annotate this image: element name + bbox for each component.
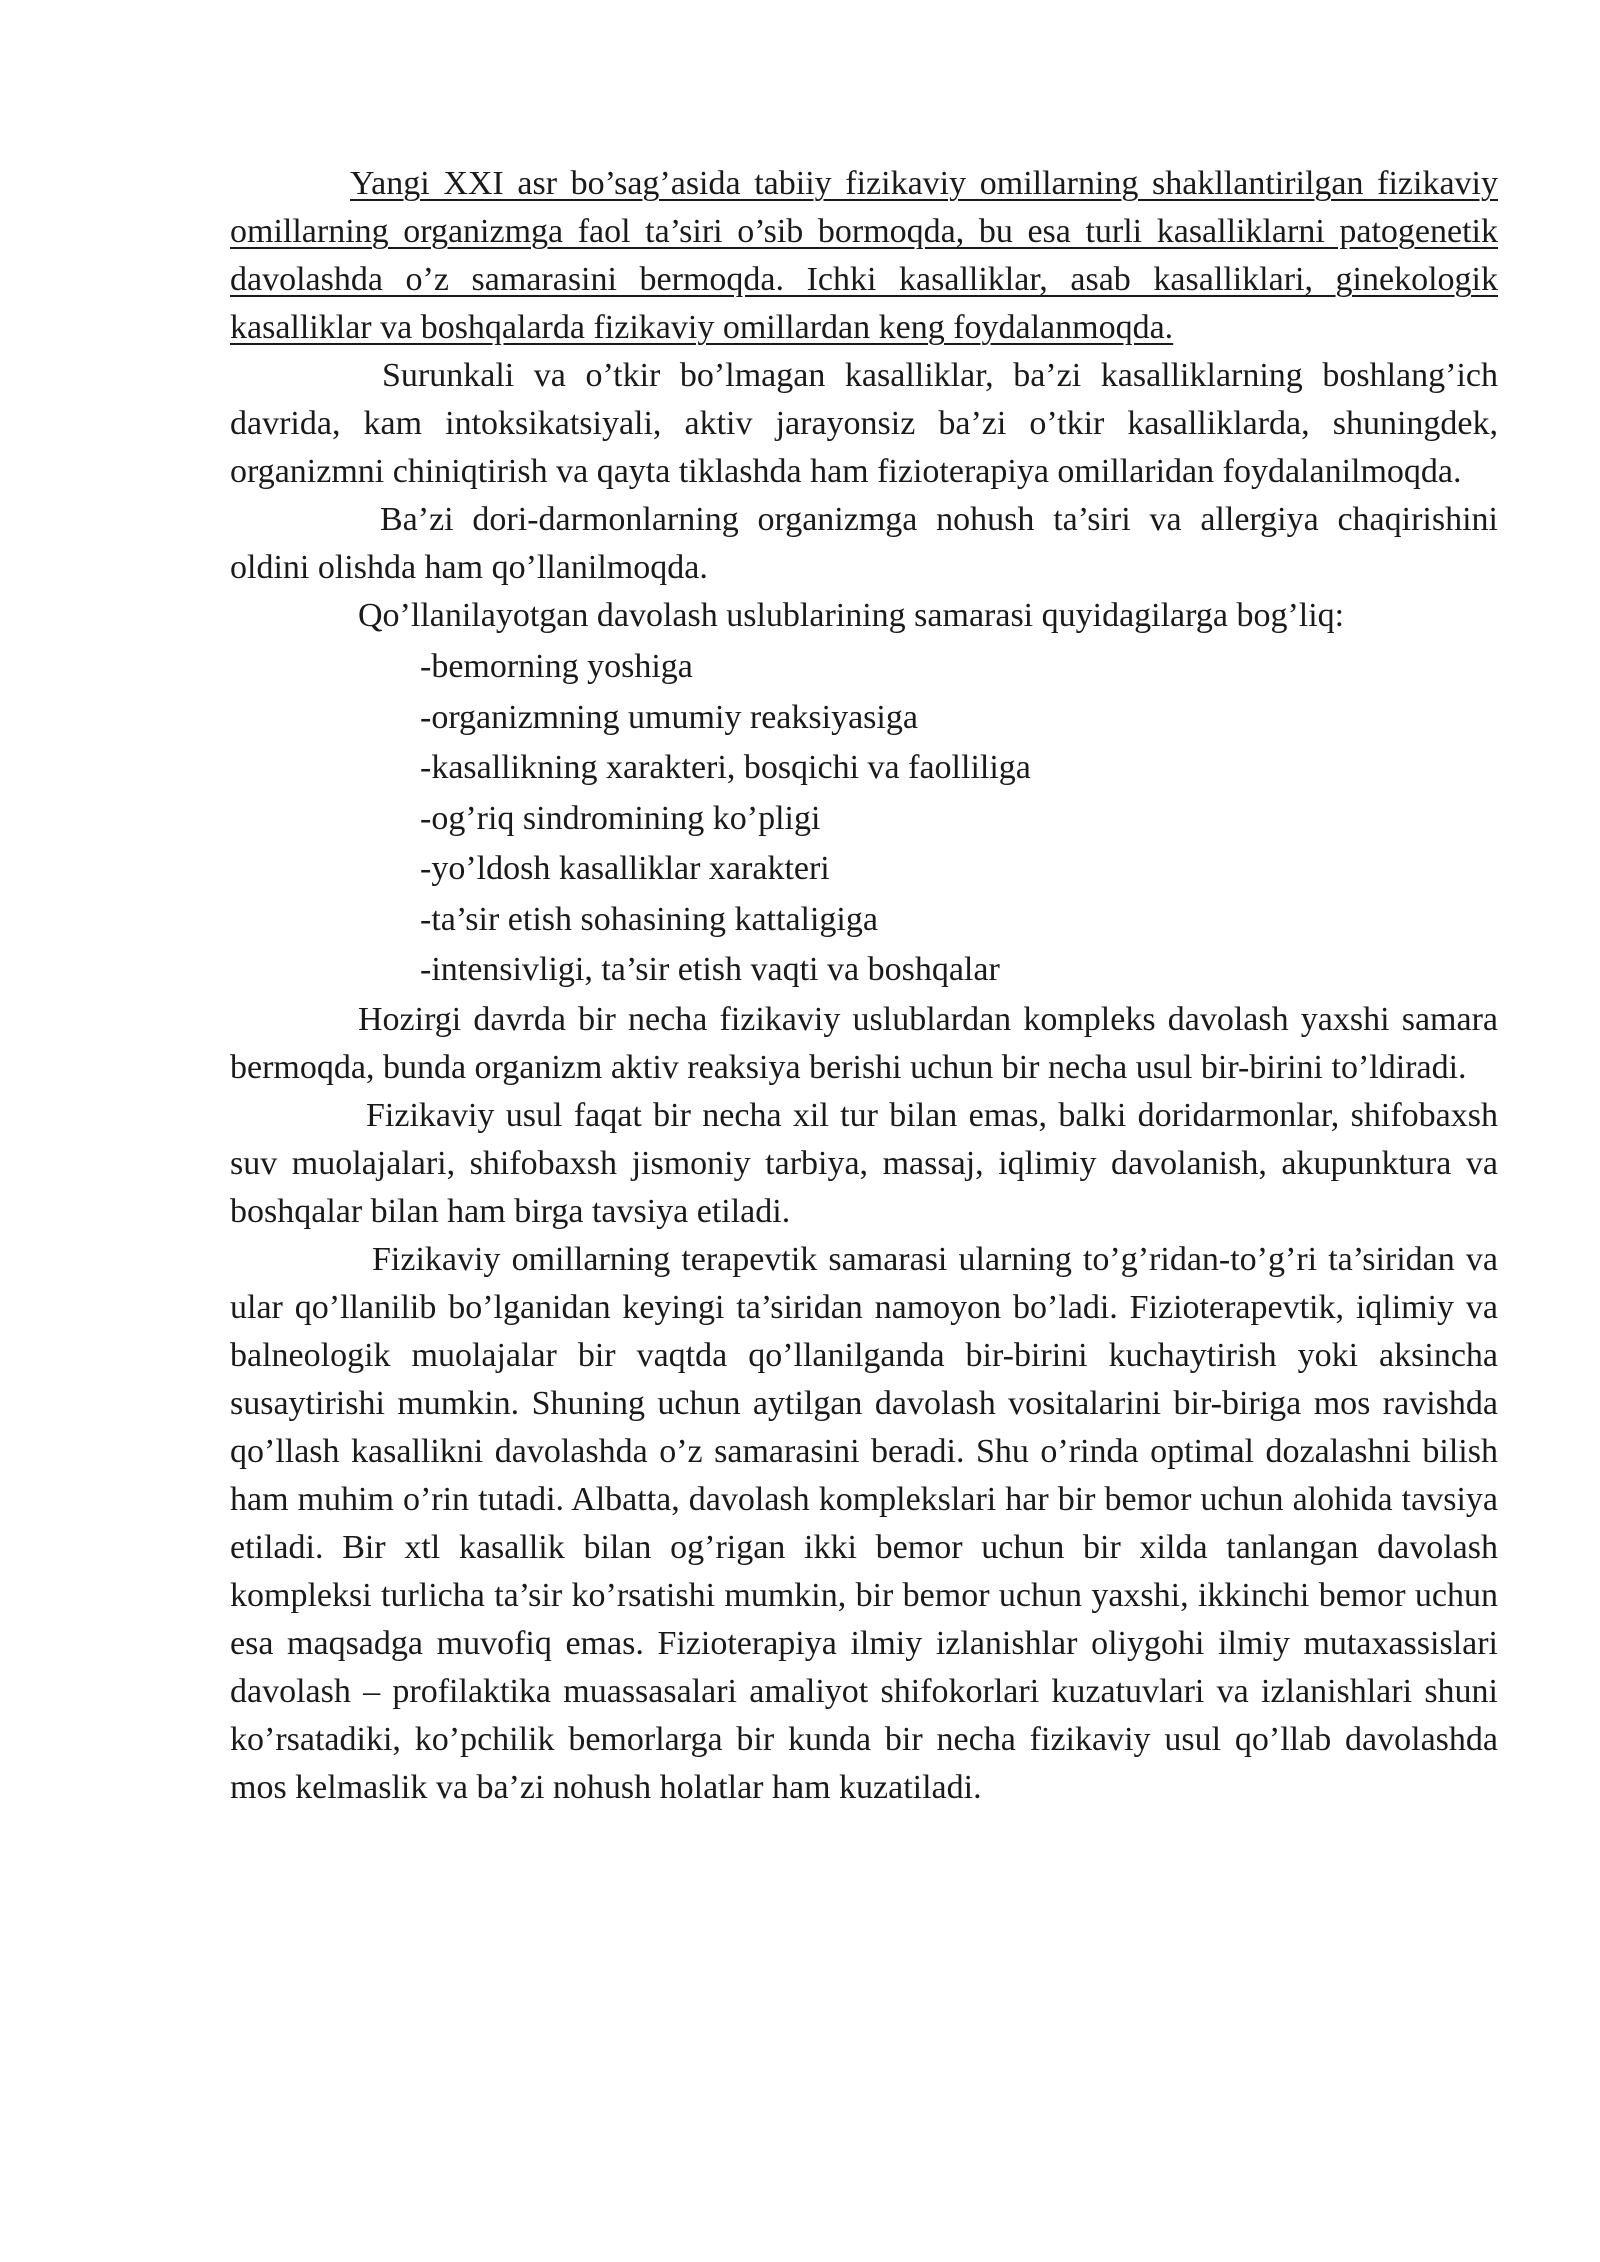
paragraph-intro-underlined: Yangi XXI asr bo’sag’asida tabiiy fizikaviy omillarning shakllantirilgan fizikaviy omillarning organizmga faol ta’siri o’sib bormoqda, bu esa turli kasalliklarni patogenetik davolashda o’z samarasini bermoqda. Ichki kasalliklar, asab kasalliklari, ginekologik kasalliklar va boshqalarda fizikaviy omillardan keng foydalanmoqda. xyxy=(230,165,1498,346)
list-item: -og’riq sindromining ko’pligi xyxy=(420,799,821,837)
paragraph-complex-treatment: Hozirgi davrda bir necha fizikaviy uslublardan kompleks davolash yaxshi samara bermoqda, bunda organizm aktiv reaksiya berishi uchun bir necha usul bir-birini to’ldiradi. xyxy=(230,1000,1498,1086)
list-intro: Qo’llanilayotgan davolash uslublarining samarasi quyidagilarga bog’liq: xyxy=(358,597,1345,634)
paragraph-physical-methods: Fizikaviy usul faqat bir necha xil tur bilan emas, balki doridarmonlar, shifobaxsh suv muolajalari, shifobaxsh jismoniy tarbiya, massaj, iqlimiy davolanish, akupunktura va boshqalar bilan ham birga tavsiya etiladi. xyxy=(230,1096,1498,1230)
list-item: -ta’sir etish sohasining kattaligiga xyxy=(420,900,878,938)
list-item: -yo’ldosh kasalliklar xarakteri xyxy=(420,850,830,887)
list-item: -bemorning yoshiga xyxy=(420,648,693,685)
list-item: -kasallikning xarakteri, bosqichi va faolliliga xyxy=(420,749,1031,786)
paragraph-therapeutic-effect: Fizikaviy omillarning terapevtik samarasi ularning to’g’ridan-to’g’ri ta’siridan va ular qo’llanilib bo’lganidan keyingi ta’siridan namoyon bo’ladi. Fizioterapevtik, iqlimiy va balneologik muolajalar bir vaqtda qo’llanilganda bir-birini kuchaytirish yoki aksincha susaytirishi mumkin. Shuning uchun aytilgan davolash vositalarini bir-biriga mos ravishda qo’llash kasallikni davolashda o’z samarasini beradi. Shu o’rinda optimal dozalashni bilish ham muhim o’rin tutadi. Albatta, davolash komplekslari har bir bemor uchun alohida tavsiya etiladi. Bir xtl kasallik bilan og’rigan ikki bemor uchun bir xilda tanlangan davolash kompleksi turlicha ta’sir ko’rsatishi mumkin, bir bemor uchun yaxshi, ikkinchi bemor uchun esa maqsadga muvofiq emas. Fizioterapiya ilmiy izlanishlar oliygohi ilmiy mutaxassislari davolash – profilaktika muassasalari amaliyot shifokorlari kuzatuvlari va izlanishlari shuni ko’rsatadiki, ko’pchilik bemorlarga bir kunda bir necha fizikaviy usul qo’llab davolashda mos kelmaslik va ba’zi nohush holatlar ham kuzatiladi. xyxy=(230,1240,1498,1806)
factors-list xyxy=(230,642,1498,996)
list-item: -organizmning umumiy reaksiyasiga xyxy=(420,698,918,736)
paragraph-chronic-diseases: Surunkali va o’tkir bo’lmagan kasalliklar, ba’zi kasalliklarning boshlang’ich davrida, kam intoksikatsiyali, aktiv jarayonsiz ba’zi o’tkir kasalliklarda, shuningdek, organizmni chiniqtirish va qayta tiklashda ham fizioterapiya omillaridan foydalanilmoqda. xyxy=(230,357,1498,490)
paragraph-drug-side-effects: Ba’zi dori-darmonlarning organizmga nohush ta’siri va allergiya chaqirishini oldini olishda ham qo’llanilmoqda. xyxy=(230,501,1498,586)
list-item: -intensivligi, ta’sir etish vaqti va boshqalar xyxy=(420,951,1000,988)
document-body xyxy=(230,160,1498,1812)
